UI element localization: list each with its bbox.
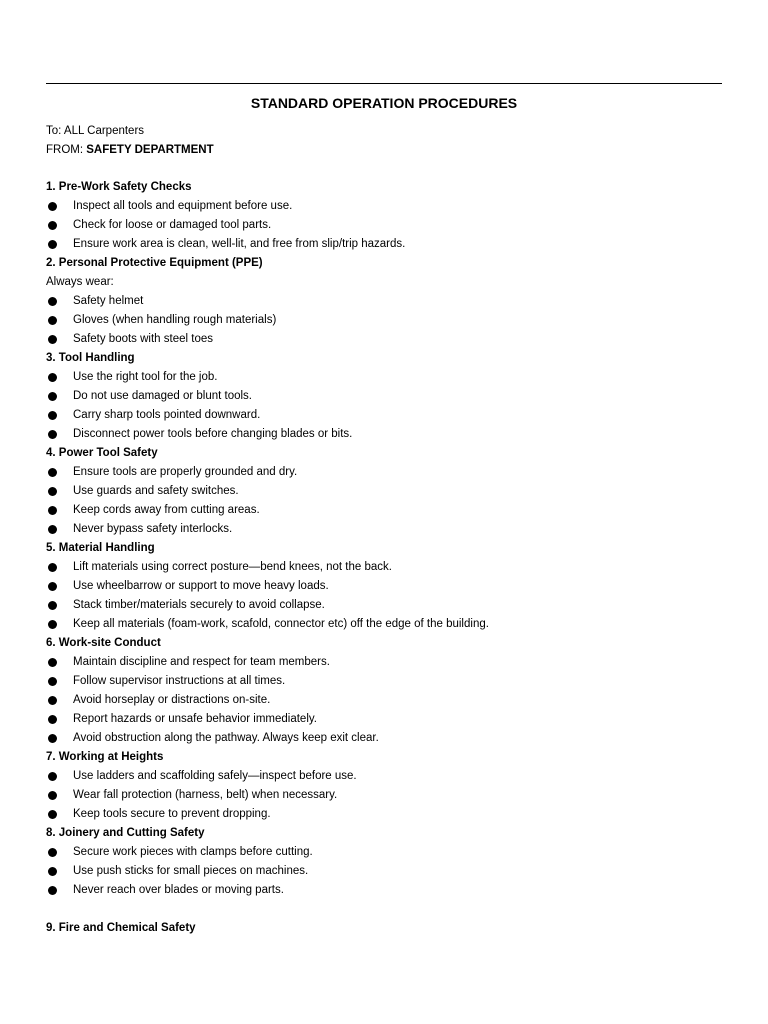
- from-line: [46, 141, 736, 160]
- section-heading: 8. Joinery and Cutting Safety: [46, 827, 205, 839]
- bullet-icon: [48, 392, 57, 401]
- list-item: [46, 615, 736, 634]
- to-line: [46, 122, 736, 141]
- bullet-icon: [48, 791, 57, 800]
- list-item-text: Lift materials using correct posture—bend knees, not the back.: [73, 561, 392, 573]
- bullet-icon: [48, 582, 57, 591]
- list-item: [46, 330, 736, 349]
- list-item-text: Never bypass safety interlocks.: [73, 523, 233, 535]
- to-value: ALL Carpenters: [63, 125, 145, 137]
- bullet-icon: [48, 563, 57, 572]
- bullet-icon: [48, 373, 57, 382]
- list-item-text: Report hazards or unsafe behavior immediately.: [73, 713, 317, 725]
- list-item: [46, 501, 736, 520]
- bullet-icon: [48, 810, 57, 819]
- list-item: [46, 292, 736, 311]
- list-item: [46, 520, 736, 539]
- list-item-text: Ensure work area is clean, well-lit, and free from slip/trip hazards.: [73, 238, 406, 250]
- section-heading: 4. Power Tool Safety: [46, 447, 158, 459]
- list-item-text: Keep cords away from cutting areas.: [73, 504, 260, 516]
- bullet-icon: [48, 202, 57, 211]
- list-item-text: Stack timber/materials securely to avoid collapse.: [73, 599, 325, 611]
- list-item: [46, 786, 736, 805]
- list-item: [46, 197, 736, 216]
- bullet-icon: [48, 886, 57, 895]
- section-intro: Always wear:: [46, 276, 114, 288]
- list-item: [46, 368, 736, 387]
- section-heading: 3. Tool Handling: [46, 352, 135, 364]
- list-item-text: Use guards and safety switches.: [73, 485, 239, 497]
- list-item-text: Do not use damaged or blunt tools.: [73, 390, 253, 402]
- list-item: [46, 843, 736, 862]
- bullet-icon: [48, 468, 57, 477]
- bullet-icon: [48, 677, 57, 686]
- bullet-icon: [48, 715, 57, 724]
- list-item-text: Never reach over blades or moving parts.: [73, 884, 284, 896]
- list-item: [46, 881, 736, 900]
- document-title: STANDARD OPERATION PROCEDURES: [250, 95, 518, 111]
- section-heading: 7. Working at Heights: [46, 751, 164, 763]
- list-item-text: Use wheelbarrow or support to move heavy loads.: [73, 580, 329, 592]
- list-item: [46, 672, 736, 691]
- bullet-icon: [48, 335, 57, 344]
- bullet-icon: [48, 240, 57, 249]
- list-item-text: Carry sharp tools pointed downward.: [73, 409, 261, 421]
- from-label: FROM:: [46, 144, 87, 156]
- bullet-icon: [48, 506, 57, 515]
- list-item-text: Ensure tools are properly grounded and dry.: [73, 466, 298, 478]
- list-item-text: Avoid obstruction along the pathway. Always keep exit clear.: [73, 732, 379, 744]
- list-item: [46, 862, 736, 881]
- list-item: [46, 482, 736, 501]
- bullet-icon: [48, 848, 57, 857]
- from-value: SAFETY DEPARTMENT: [86, 144, 214, 156]
- list-item: [46, 406, 736, 425]
- list-item: [46, 596, 736, 615]
- top-horizontal-rule: [46, 83, 722, 84]
- list-item-text: Use ladders and scaffolding safely—inspect before use.: [73, 770, 357, 782]
- list-item-text: Safety boots with steel toes: [73, 333, 213, 345]
- list-item-text: Gloves (when handling rough materials): [73, 314, 277, 326]
- list-item: [46, 805, 736, 824]
- list-item-text: Inspect all tools and equipment before use.: [73, 200, 293, 212]
- list-item-text: Use the right tool for the job.: [73, 371, 218, 383]
- list-item-text: Wear fall protection (harness, belt) when necessary.: [73, 789, 338, 801]
- section-heading: 5. Material Handling: [46, 542, 155, 554]
- bullet-icon: [48, 411, 57, 420]
- list-item-text: Secure work pieces with clamps before cutting.: [73, 846, 313, 858]
- list-item: [46, 710, 736, 729]
- bullet-icon: [48, 221, 57, 230]
- to-label: To:: [46, 125, 64, 137]
- bullet-icon: [48, 601, 57, 610]
- document-body: [46, 122, 736, 938]
- bullet-icon: [48, 430, 57, 439]
- list-item: [46, 463, 736, 482]
- list-item-text: Avoid horseplay or distractions on-site.: [73, 694, 271, 706]
- section-heading: 1. Pre-Work Safety Checks: [46, 181, 192, 193]
- list-item-text: Maintain discipline and respect for team members.: [73, 656, 330, 668]
- section-spacer: [46, 900, 736, 919]
- bullet-icon: [48, 620, 57, 629]
- bullet-icon: [48, 772, 57, 781]
- list-item: [46, 691, 736, 710]
- list-item: [46, 235, 736, 254]
- list-item-text: Check for loose or damaged tool parts.: [73, 219, 272, 231]
- list-item: [46, 311, 736, 330]
- list-item: [46, 425, 736, 444]
- list-item: [46, 767, 736, 786]
- section-heading: 6. Work-site Conduct: [46, 637, 161, 649]
- list-item-text: Disconnect power tools before changing blades or bits.: [73, 428, 353, 440]
- list-item-text: Safety helmet: [73, 295, 144, 307]
- list-item: [46, 729, 736, 748]
- list-item: [46, 653, 736, 672]
- bullet-icon: [48, 696, 57, 705]
- list-item: [46, 387, 736, 406]
- list-item-text: Follow supervisor instructions at all times.: [73, 675, 286, 687]
- bullet-icon: [48, 525, 57, 534]
- bullet-icon: [48, 734, 57, 743]
- bullet-icon: [48, 297, 57, 306]
- list-item-text: Use push sticks for small pieces on machines.: [73, 865, 309, 877]
- bullet-icon: [48, 487, 57, 496]
- list-item: [46, 216, 736, 235]
- section-heading: 2. Personal Protective Equipment (PPE): [46, 257, 263, 269]
- bullet-icon: [48, 658, 57, 667]
- list-item: [46, 577, 736, 596]
- list-item: [46, 558, 736, 577]
- section-heading: 9. Fire and Chemical Safety: [46, 922, 196, 934]
- bullet-icon: [48, 867, 57, 876]
- header-spacer: [46, 160, 736, 178]
- list-item-text: Keep all materials (foam-work, scafold, connector etc) off the edge of the building.: [73, 618, 489, 630]
- bullet-icon: [48, 316, 57, 325]
- list-item-text: Keep tools secure to prevent dropping.: [73, 808, 271, 820]
